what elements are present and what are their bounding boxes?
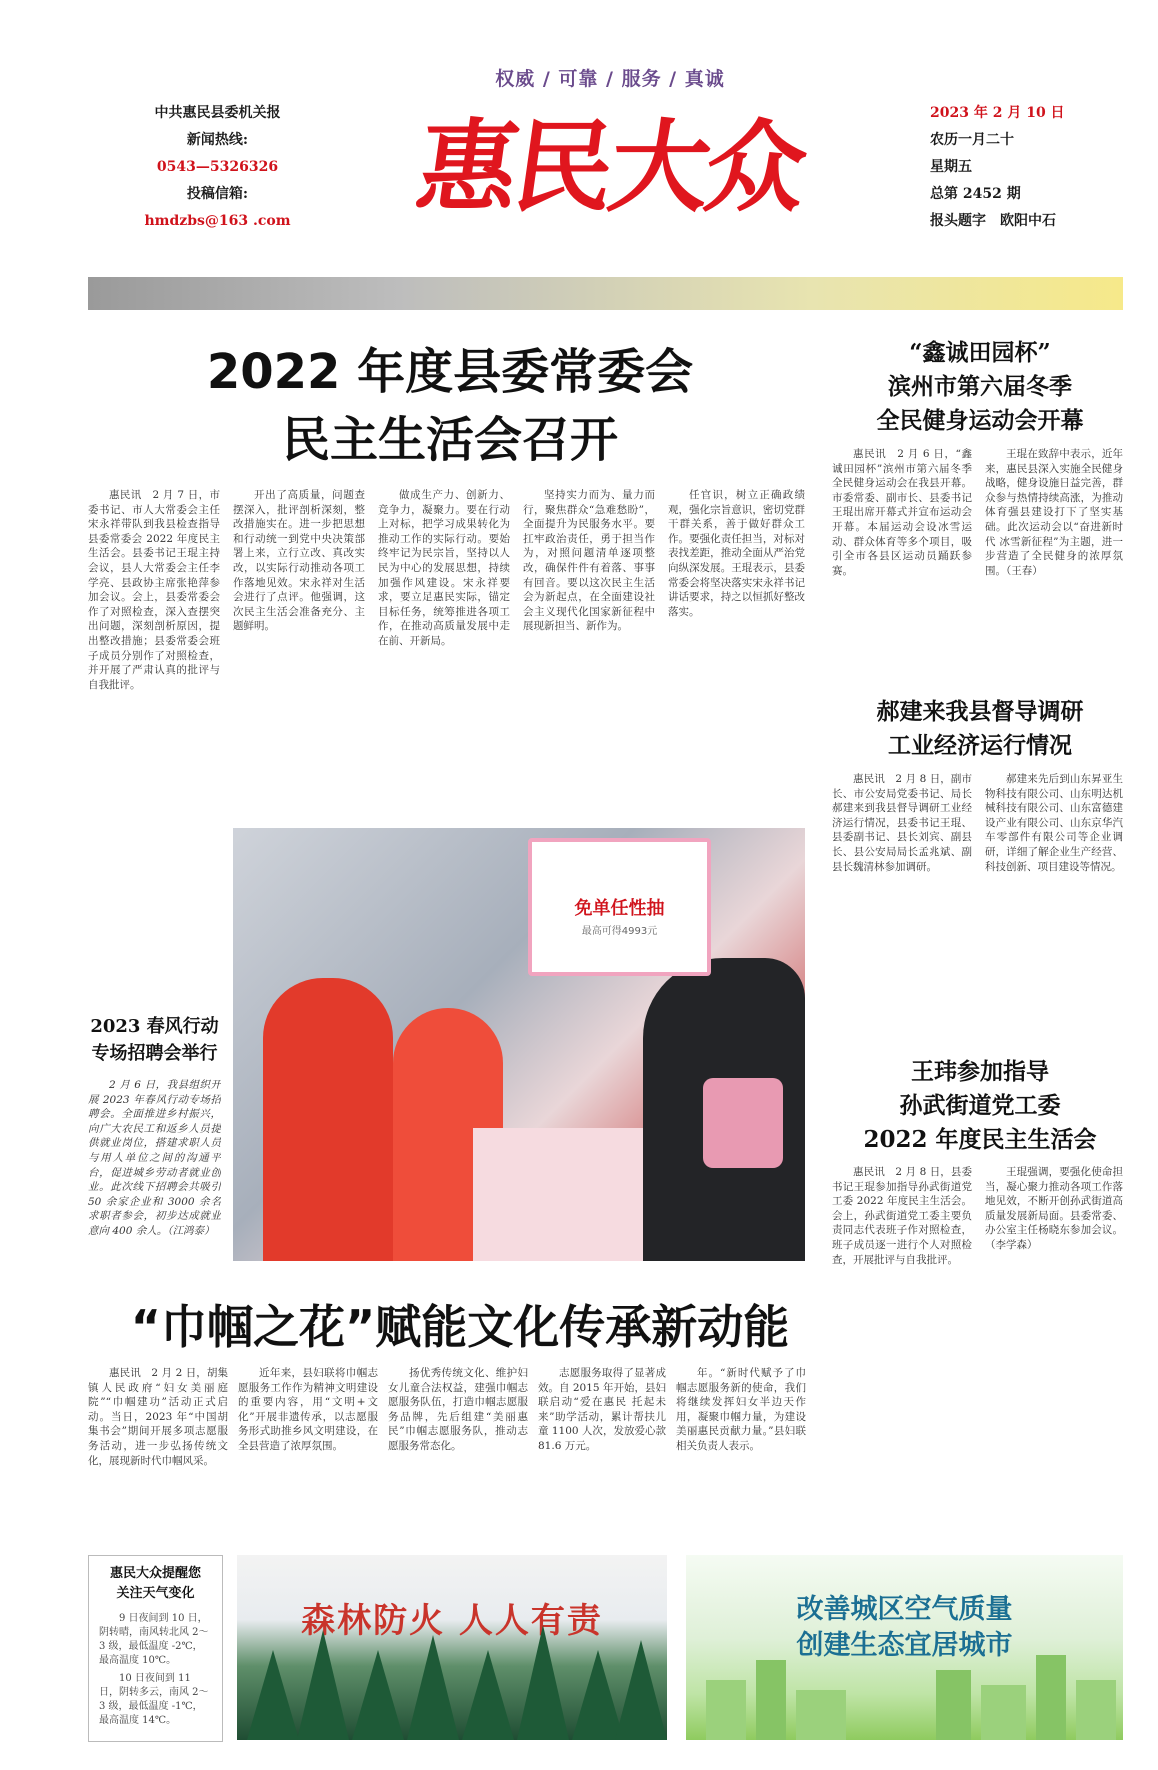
lead-column-1: 惠民讯 2 月 7 日，市委书记、市人大常委会主任宋永祥带队到我县检查指导县委常委会 2022 年度民主生活会。县委书记王琨主持会议，县人大常委会主任李学亮、县政协主席张艳萍参加会议。会上，县委常委会作了对照检查，深入查摆突出问题，深刻剖析原因，提出整改措施；县委常委会班子成员分别作了对照检查，并开展了严肃认真的批评与自我批评。 [88, 489, 220, 691]
weather-forecast-2: 10 日夜间到 11 日，阴转多云，南风 2～3 级，最低温度 -1℃，最高温度 14℃。 [99, 1673, 209, 1726]
issue-date: 2023 年 2 月 10 日 [930, 105, 1065, 121]
side3-headline-line-1: 王玮参加指导 [911, 1058, 1049, 1085]
lead-column-4: 坚持实力而为、量力而行，聚焦群众“急难愁盼”，全面提升为民服务水平。要扛牢政治责任，勇于担当作为，对照问题清单逐项整改，确保件件有着落、事事有回音。要以这次民主生活会为新起点，在全面建设社会主义现代化国家新征程中展现新担当、新作为。 [523, 489, 655, 633]
side1-headline [835, 336, 1125, 438]
lead-column-5: 任官识，树立正确政绩观，强化宗旨意识，密切党群干群关系，善于做好群众工作。要强化责任担当，对标对表找差距，推动全面从严治党向纵深发展。王琨表示，县委常委会将坚决落实宋永祥书记讲话要求，持之以恒抓好整改落实。 [668, 489, 805, 618]
side3-column-2: 王琨强调，要强化使命担当，凝心聚力推动各项工作落地见效，不断开创孙武街道高质量发展新局面。县委常委、办公室主任杨晓东参加会议。（李学森） [985, 1166, 1123, 1251]
weather-forecast-1: 9 日夜间到 10 日，阴转晴，南风转北风 2～3 级，最低温度 -2℃，最高温度 10℃。 [99, 1613, 209, 1666]
left-header-block [130, 100, 305, 235]
issue-number: 总第 2452 期 [930, 186, 1021, 202]
hotline-label: 新闻热线: [186, 132, 249, 148]
side2-headline [835, 695, 1125, 763]
weather-title [89, 1564, 222, 1604]
story2-column-5: 年。“新时代赋予了巾帼志愿服务新的使命，我们将继续发挥妇女半边天作用，凝聚巾帼力量，为建设美丽惠民贡献力量。”县妇联相关负责人表示。 [676, 1367, 806, 1452]
forest-fire-ad [237, 1555, 667, 1740]
header-divider-bar [88, 277, 1123, 310]
air-slogan-line-2: 创建生态宜居城市 [796, 1630, 1013, 1661]
building-icon [756, 1660, 786, 1740]
side1-column-1: 惠民讯 2 月 6 日，“鑫诚田园杯”滨州市第六届冬季全民健身运动会在我县开幕。市委常委、副市长、县委书记王琨出席开幕式并宣布运动会开幕。本届运动会设冰雪运动、群众体育等多个项目，吸引全市各县区运动员踊跃参赛。 [832, 448, 972, 577]
org-name: 中共惠民县委机关报 [154, 105, 281, 121]
building-icon [936, 1670, 971, 1740]
photo-volunteer-1 [263, 978, 393, 1261]
lead-column-2: 开出了高质量，问题查摆深入，批评剖析深刻，整改措施实在。进一步把思想和行动统一到党中央决策部署上来，立行立改、真改实改，以实际行动推动各项工作落地见效。宋永祥对生活会进行了点评。他强调，这次民主生活会准备充分、主题鲜明。 [233, 489, 365, 633]
forest-fire-slogan: 森林防火 人人有责 [301, 1601, 603, 1641]
building-icon [1036, 1655, 1066, 1740]
story2-column-2: 近年来，县妇联将巾帼志愿服务工作作为精神文明建设的重要内容，用“文明+文化”开展非遗传承，以志愿服务形式助推乡风文明建设，在全县营造了浓厚氛围。 [238, 1367, 378, 1452]
building-icon [1076, 1680, 1116, 1740]
side1-headline-line-2: 滨州市第六届冬季 [888, 373, 1072, 400]
email-label: 投稿信箱: [186, 186, 249, 202]
side3-headline-line-2: 孙武街道党工委 [899, 1092, 1061, 1119]
tree-icon [352, 1650, 404, 1740]
jobfair-photo [233, 828, 805, 1261]
lead-headline-line-1: 2022 年度县委常委会 [206, 344, 694, 400]
email-address: hmdzbs@163 .com [144, 213, 291, 229]
tree-icon [247, 1650, 299, 1740]
side2-column-2: 郝建来先后到山东昇亚生物科技有限公司、山东明达机械科技有限公司、山东富德建设产业有限公司、山东京华汽车零部件有限公司等企业调研，详细了解企业生产经营、科技创新、项目建设等情况。 [985, 773, 1123, 873]
jobfair-headline [88, 1013, 221, 1067]
side2-headline-line-1: 郝建来我县督导调研 [876, 698, 1084, 725]
weather-title-line-2: 关注天气变化 [116, 1586, 195, 1601]
weather-title-line-1: 惠民大众提醒您 [109, 1566, 201, 1581]
building-icon [796, 1690, 846, 1740]
story2-headline: “巾帼之花”赋能文化传承新动能 [130, 1300, 790, 1354]
tree-icon [407, 1635, 459, 1740]
side3-headline-line-3: 2022 年度民主生活会 [863, 1126, 1097, 1153]
building-icon [981, 1685, 1026, 1740]
lead-headline-line-2: 民主生活会召开 [281, 412, 618, 468]
promo-sign-text: 免单任性抽 [574, 898, 665, 919]
side3-column-1: 惠民讯 2 月 8 日，县委书记王琨参加指导孙武街道党工委 2022 年度民主生活会。会上，孙武街道党工委主要负责同志代表班子作对照检查，班子成员逐一进行个人对照检查，开展批评与自我批评。 [832, 1166, 972, 1266]
lead-headline [150, 338, 750, 474]
building-icon [706, 1680, 746, 1740]
photo-promo-sign [528, 838, 711, 976]
motto: 权威 / 可靠 / 服务 / 真诚 [495, 68, 725, 90]
hotline-number: 0543—5326326 [156, 159, 279, 175]
tree-icon [517, 1625, 569, 1740]
tree-icon [615, 1640, 667, 1740]
air-slogan-line-1: 改善城区空气质量 [796, 1594, 1013, 1625]
air-quality-ad [686, 1555, 1123, 1740]
side1-headline-line-3: 全民健身运动会开幕 [876, 407, 1084, 434]
masthead-logo: 惠民大众 [409, 109, 811, 226]
tree-icon [297, 1630, 349, 1740]
right-header-block [930, 100, 1080, 235]
lead-column-3: 做成生产力、创新力、竞争力，凝聚力。要在行动上对标，把学习成果转化为推动工作的实际行动。要始终牢记为民宗旨，坚持以人民为中心的发展思想，持续加强作风建设。宋永祥要求，要立足惠民实际，锚定目标任务，统筹推进各项工作，在推动高质量发展中走在前、开新局。 [378, 489, 510, 647]
masthead-credit: 报头题字 欧阳中石 [930, 213, 1056, 229]
jobfair-headline-line-1: 2023 春风行动 [90, 1016, 219, 1037]
story2-column-4: 志愿服务取得了显著成效。自 2015 年开始，县妇联启动“爱在惠民 托起未来”助学活动，累计帮扶儿童 1100 人次，发放爱心款 81.6 万元。 [538, 1367, 666, 1452]
jobfair-body: 2 月 6 日，我县组织开展 2023 年春风行动专场招聘会。全面推进乡村振兴，向广大农民工和返乡人员提供就业岗位，搭建求职人员与用人单位之间的沟通平台，促进城乡劳动者就业创业。此次线下招聘会共吸引 50 余家企业和 3000 余名求职者参会，初步达成就业意向 400 余人。（江鸿泰） [88, 1079, 221, 1237]
weather-box [88, 1555, 223, 1742]
weekday: 星期五 [930, 159, 972, 175]
story2-column-1: 惠民讯 2 月 2 日，胡集镇人民政府“妇女美丽庭院”“巾帼建功”活动正式启动。当日，2023 年“中国胡集书会”期间开展多项志愿服务活动，进一步弘扬传统文化，展现新时代巾帼风采。 [88, 1367, 228, 1467]
promo-sign-subtext: 最高可得4993元 [581, 926, 658, 937]
side2-column-1: 惠民讯 2 月 8 日，副市长、市公安局党委书记、局长郝建来到我县督导调研工业经济运行情况，县委书记王琨、县委副书记、县长刘宾、副县长、县公安局局长孟兆斌、副县长魏清林参加调研。 [832, 773, 972, 873]
story2-column-3: 扬优秀传统文化、维护妇女儿童合法权益，建强巾帼志愿服务队伍，打造巾帼志愿服务品牌，先后组建“美丽惠民”巾帼志愿服务队，推动志愿服务常态化。 [388, 1367, 528, 1452]
side2-headline-line-2: 工业经济运行情况 [888, 732, 1072, 759]
lunar-date: 农历一月二十 [930, 132, 1014, 148]
weather-forecast [89, 1604, 222, 1736]
jobfair-headline-line-2: 专场招聘会举行 [91, 1043, 218, 1064]
side3-headline [835, 1055, 1125, 1157]
photo-pink-bag [703, 1078, 783, 1168]
side1-column-2: 王琨在致辞中表示，近年来，惠民县深入实施全民健身战略，健身设施日益完善，群众参与热情持续高涨，为推动体育强县建设打下了坚实基础。此次运动会以“奋进新时代 冰雪新征程”为主题，进一步营造了全民健身的浓厚氛围。（王春） [985, 448, 1123, 577]
tree-icon [462, 1650, 514, 1740]
side1-headline-line-1: “鑫诚田园杯” [909, 339, 1051, 366]
